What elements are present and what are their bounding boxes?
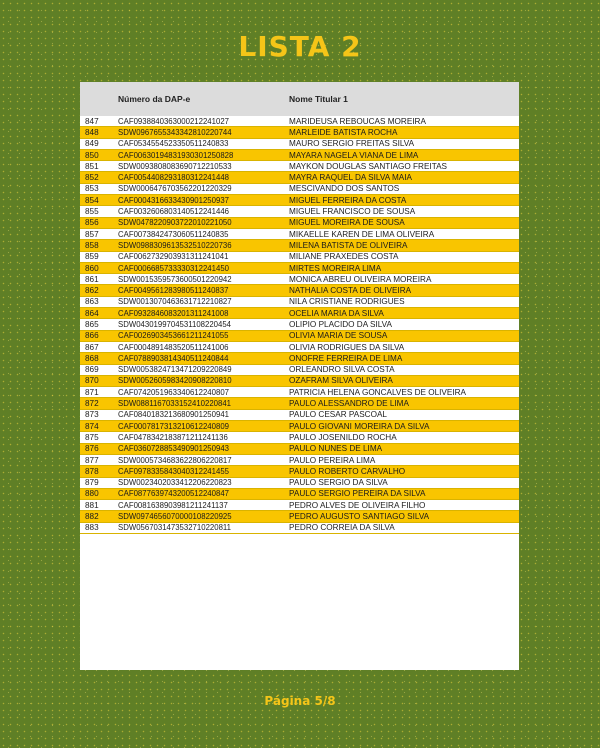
row-index: 883	[85, 523, 99, 533]
row-dap-number: CAF0062732903931311241041	[118, 252, 229, 262]
table-row	[80, 398, 519, 409]
row-index: 867	[85, 342, 99, 352]
row-dap-number: CAF0004316633430901250937	[118, 195, 229, 205]
row-holder-name: PATRICIA HELENA GONCALVES DE OLIVEIRA	[289, 387, 466, 397]
row-index: 878	[85, 466, 99, 476]
row-holder-name: PAULO NUNES DE LIMA	[289, 444, 383, 454]
row-index: 849	[85, 139, 99, 149]
row-holder-name: PAULO CESAR PASCOAL	[289, 410, 387, 420]
row-holder-name: PAULO GIOVANI MOREIRA DA SILVA	[289, 421, 430, 431]
row-index: 863	[85, 297, 99, 307]
row-index: 873	[85, 410, 99, 420]
row-holder-name: PAULO PEREIRA LIMA	[289, 455, 376, 465]
row-index: 869	[85, 365, 99, 375]
row-dap-number: SDW0023402033412206220823	[118, 478, 232, 488]
table-row	[80, 342, 519, 353]
table-row	[80, 489, 519, 500]
row-holder-name: PAULO SERGIO DA SILVA	[289, 478, 388, 488]
row-dap-number: SDW0988309613532510220736	[118, 240, 232, 250]
row-holder-name: PAULO SERGIO PEREIRA DA SILVA	[289, 489, 426, 499]
row-index: 877	[85, 455, 99, 465]
row-dap-number: SDW0006476703562201220329	[118, 184, 232, 194]
row-holder-name: OZAFRAM SILVA OLIVEIRA	[289, 376, 393, 386]
row-holder-name: MAYKON DOUGLAS SANTIAGO FREITAS	[289, 161, 448, 171]
row-index: 871	[85, 387, 99, 397]
table-row	[80, 432, 519, 443]
table-row	[80, 511, 519, 522]
row-dap-number: SDW0005734683622806220817	[118, 455, 232, 465]
row-index: 861	[85, 274, 99, 284]
row-index: 850	[85, 150, 99, 160]
row-dap-number: CAF0742051963340612240807	[118, 387, 229, 397]
row-index: 875	[85, 432, 99, 442]
table-row	[80, 444, 519, 455]
row-index: 862	[85, 286, 99, 296]
row-index: 852	[85, 173, 99, 183]
table-row	[80, 161, 519, 172]
row-index: 868	[85, 353, 99, 363]
table-row	[80, 365, 519, 376]
row-dap-number: SDW0093808083690712210533	[118, 161, 232, 171]
row-holder-name: MIGUEL FRANCISCO DE SOUSA	[289, 207, 416, 217]
row-holder-name: MARIDEUSA REBOUCAS MOREIRA	[289, 116, 426, 126]
row-holder-name: OLIVIA MARIA DE SOUSA	[289, 331, 388, 341]
row-holder-name: MAYRA RAQUEL DA SILVA MAIA	[289, 173, 412, 183]
row-dap-number: SDW0567031473532710220811	[118, 523, 232, 533]
row-dap-number: CAF0534554523350511240833	[118, 139, 229, 149]
row-index: 857	[85, 229, 99, 239]
table-row	[80, 376, 519, 387]
row-holder-name: NATHALIA COSTA DE OLIVEIRA	[289, 286, 412, 296]
row-holder-name: MIKAELLE KAREN DE LIMA OLIVEIRA	[289, 229, 435, 239]
page-title: LISTA 2	[238, 30, 362, 63]
header-holder-name: Nome Titular 1	[289, 94, 348, 104]
row-index: 874	[85, 421, 99, 431]
table-body	[80, 116, 519, 534]
row-dap-number: CAF0026903453661211241055	[118, 331, 229, 341]
row-index: 870	[85, 376, 99, 386]
row-dap-number: SDW0967655343342810220744	[118, 127, 232, 137]
row-holder-name: PEDRO AUGUSTO SANTIAGO SILVA	[289, 512, 430, 522]
row-index: 851	[85, 161, 99, 171]
row-holder-name: PEDRO CORREIA DA SILVA	[289, 523, 395, 533]
table-row	[80, 421, 519, 432]
row-index: 879	[85, 478, 99, 488]
table-row	[80, 229, 519, 240]
row-dap-number: CAF0877639743200512240847	[118, 489, 229, 499]
row-index: 859	[85, 252, 99, 262]
table-row	[80, 285, 519, 296]
table-row	[80, 184, 519, 195]
row-holder-name: PEDRO ALVES DE OLIVEIRA FILHO	[289, 500, 426, 510]
row-index: 876	[85, 444, 99, 454]
row-holder-name: MIGUEL MOREIRA DE SOUSA	[289, 218, 405, 228]
table-row	[80, 308, 519, 319]
row-index: 881	[85, 500, 99, 510]
row-index: 872	[85, 399, 99, 409]
row-holder-name: PAULO JOSENILDO ROCHA	[289, 432, 397, 442]
table-row	[80, 172, 519, 183]
table-row	[80, 274, 519, 285]
row-index: 856	[85, 218, 99, 228]
row-index: 880	[85, 489, 99, 499]
page-indicator: Página 5/8	[264, 694, 336, 708]
row-dap-number: CAF0032606803140512241446	[118, 207, 229, 217]
row-dap-number: CAF0006685733330312241450	[118, 263, 229, 273]
row-index: 866	[85, 331, 99, 341]
records-table	[80, 82, 519, 670]
row-dap-number: CAF0073842473060511240835	[118, 229, 229, 239]
row-dap-number: CAF0007817313210612240809	[118, 421, 229, 431]
row-dap-number: CAF0049561283980511240837	[118, 286, 229, 296]
row-index: 882	[85, 512, 99, 522]
row-dap-number: SDW0478220903722010221050	[118, 218, 232, 228]
table-row	[80, 297, 519, 308]
row-dap-number: CAF0840183213680901250941	[118, 410, 229, 420]
row-dap-number: SDW0015359573600501220942	[118, 274, 232, 284]
row-dap-number: CAF0788903814340511240844	[118, 353, 229, 363]
row-index: 865	[85, 319, 99, 329]
header-dap-number: Número da DAP-e	[118, 94, 191, 104]
table-row	[80, 353, 519, 364]
row-index: 847	[85, 116, 99, 126]
row-dap-number: SDW0974656070000108220925	[118, 512, 232, 522]
row-dap-number: CAF0360728853490901250943	[118, 444, 229, 454]
row-index: 864	[85, 308, 99, 318]
row-holder-name: ONOFRE FERREIRA DE LIMA	[289, 353, 403, 363]
table-row	[80, 455, 519, 466]
row-dap-number: CAF0054408293180312241448	[118, 173, 229, 183]
row-index: 855	[85, 207, 99, 217]
row-dap-number: SDW0013070463631712210827	[118, 297, 232, 307]
row-index: 853	[85, 184, 99, 194]
row-holder-name: OLIPIO PLACIDO DA SILVA	[289, 319, 392, 329]
table-row	[80, 139, 519, 150]
row-holder-name: MAURO SERGIO FREITAS SILVA	[289, 139, 415, 149]
table-row	[80, 240, 519, 251]
table-row	[80, 387, 519, 398]
row-dap-number: CAF0478342183871211241136	[118, 432, 228, 442]
table-row	[80, 331, 519, 342]
row-dap-number: CAF0081638903981211241137	[118, 500, 228, 510]
row-index: 860	[85, 263, 99, 273]
row-holder-name: MIRTES MOREIRA LIMA	[289, 263, 382, 273]
table-row	[80, 218, 519, 229]
row-holder-name: PAULO ROBERTO CARVALHO	[289, 466, 406, 476]
row-holder-name: MILENA BATISTA DE OLIVEIRA	[289, 240, 408, 250]
row-dap-number: SDW0053824713471209220849	[118, 365, 232, 375]
row-holder-name: ORLEANDRO SILVA COSTA	[289, 365, 395, 375]
row-dap-number: CAF0004891483520511241006	[118, 342, 229, 352]
row-holder-name: MARLEIDE BATISTA ROCHA	[289, 127, 398, 137]
table-row	[80, 150, 519, 161]
table-row	[80, 252, 519, 263]
row-holder-name: MESCIVANDO DOS SANTOS	[289, 184, 400, 194]
row-dap-number: SDW0052605983420908220810	[118, 376, 232, 386]
table-header	[80, 82, 519, 116]
table-row	[80, 319, 519, 330]
table-row	[80, 523, 519, 534]
table-row	[80, 466, 519, 477]
table-row	[80, 263, 519, 274]
row-dap-number: CAF00630194831930301250828	[118, 150, 234, 160]
table-row	[80, 410, 519, 421]
table-row	[80, 500, 519, 511]
table-row	[80, 206, 519, 217]
row-holder-name: NILA CRISTIANE RODRIGUES	[289, 297, 405, 307]
table-row	[80, 116, 519, 127]
row-index: 848	[85, 127, 99, 137]
row-dap-number: SDW0430199704531108220454	[118, 319, 232, 329]
row-holder-name: OCELIA MARIA DA SILVA	[289, 308, 384, 318]
row-dap-number: SDW0881167033152410220841	[118, 399, 232, 409]
table-row	[80, 478, 519, 489]
row-holder-name: MILIANE PRAXEDES COSTA	[289, 252, 399, 262]
row-holder-name: MONICA ABREU OLIVEIRA MOREIRA	[289, 274, 432, 284]
row-holder-name: MAYARA NAGELA VIANA DE LIMA	[289, 150, 419, 160]
table-row	[80, 127, 519, 138]
row-holder-name: MIGUEL FERREIRA DA COSTA	[289, 195, 407, 205]
table-row	[80, 195, 519, 206]
row-holder-name: OLIVIA RODRIGUES DA SILVA	[289, 342, 405, 352]
row-dap-number: CAF0938840363000212241027	[118, 116, 229, 126]
row-holder-name: PAULO ALESSANDRO DE LIMA	[289, 399, 409, 409]
row-index: 858	[85, 240, 99, 250]
row-dap-number: CAF0978335843040312241455	[118, 466, 229, 476]
row-index: 854	[85, 195, 99, 205]
row-dap-number: CAF0932846083201311241008	[118, 308, 229, 318]
